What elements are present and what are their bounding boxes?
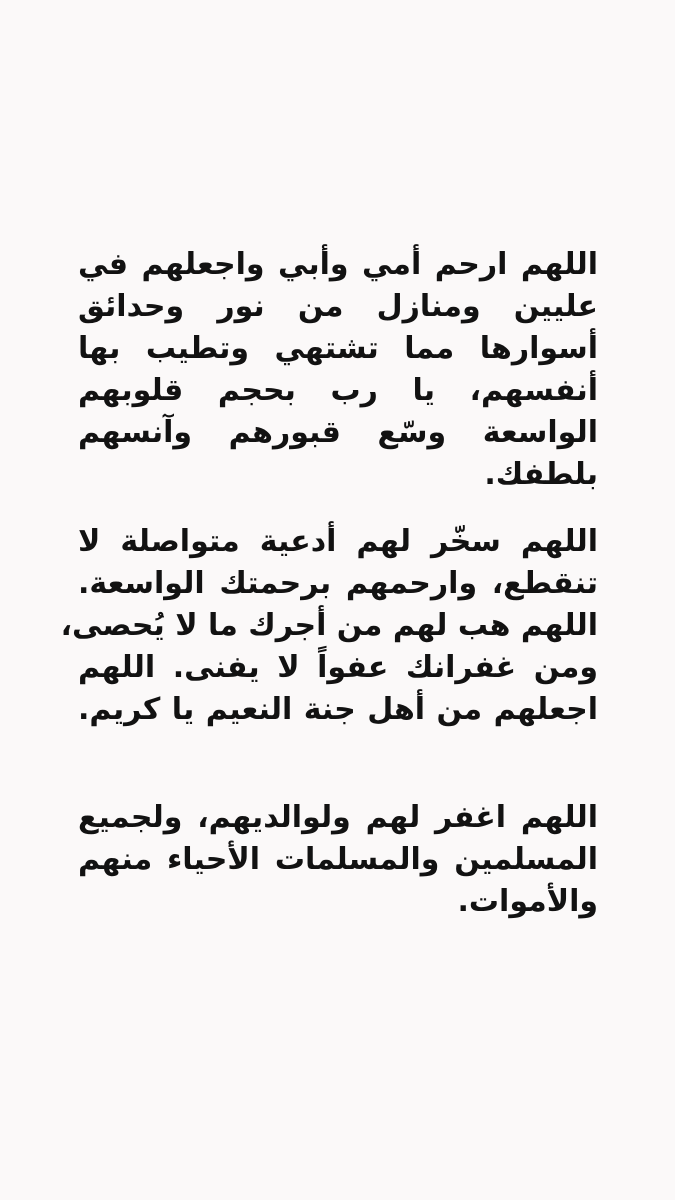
text-line: بلطفك.	[484, 457, 598, 492]
text-line: اللهم هب لهم من أجرك ما لا يُحصى،	[60, 608, 598, 643]
text-line: تنقطع، وارحمهم برحمتك الواسعة.	[78, 566, 598, 601]
text-line: ومن غفرانك عفواً لا يفنى. اللهم	[78, 650, 598, 685]
prayer-paragraph-1	[78, 244, 598, 496]
text-line: اجعلهم من أهل جنة النعيم يا كريم.	[78, 692, 598, 727]
text-line: الواسعة وسّع قبورهم وآنسهم	[78, 415, 598, 450]
prayer-paragraph-2	[60, 521, 598, 731]
text-line: اللهم سخّر لهم أدعية متواصلة لا	[78, 524, 598, 559]
text-line: أسوارها مما تشتهي وتطيب بها	[78, 331, 598, 366]
text-line: المسلمين والمسلمات الأحياء منهم	[78, 842, 598, 877]
prayer-paragraph-3	[78, 797, 598, 923]
text-line: اللهم ارحم أمي وأبي واجعلهم في	[78, 247, 598, 282]
text-line: والأموات.	[457, 884, 598, 919]
text-line: عليين ومنازل من نور وحدائق	[78, 289, 598, 324]
text-line: أنفسهم، يا رب بحجم قلوبهم	[78, 373, 598, 408]
text-line: اللهم اغفر لهم ولوالديهم، ولجميع	[78, 800, 598, 835]
